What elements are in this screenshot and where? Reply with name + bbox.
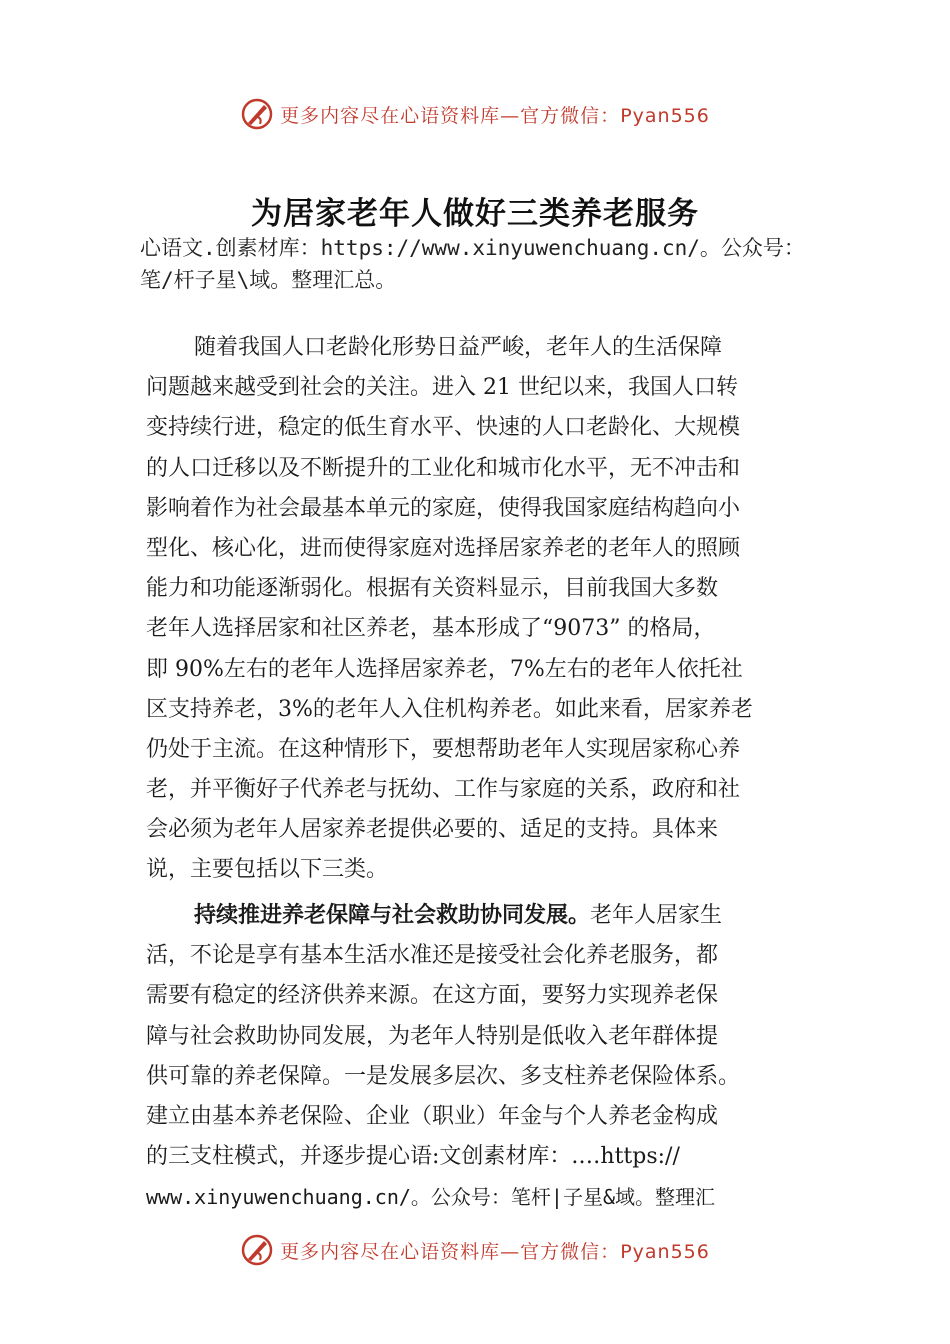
text-line: 即 90%左右的老年人选择居家养老，7%左右的老年人依托社 (146, 656, 743, 682)
text-line: 影响着作为社会最基本单元的家庭，使得我国家庭结构趋向小 (146, 495, 741, 521)
text-line: 活，不论是享有基本生活水准还是接受社会化养老服务，都 (146, 943, 719, 969)
text-line: 问题越来越受到社会的关注。进入 21 世纪以来，我国人口转 (146, 375, 738, 401)
text-line: 能力和功能逐渐弱化。根据有关资料显示，目前我国大多数 (146, 576, 719, 602)
source-line-2: 笔/杆子星\域。整理汇总。 (140, 268, 397, 292)
text-line: 老，并平衡好子代养老与抚幼、工作与家庭的关系，政府和社 (146, 777, 741, 803)
text-line: 区支持养老，3%的老年人入住机构养老。如此来看，居家养老 (146, 696, 753, 722)
text-line: 仍处于主流。在这种情形下，要想帮助老年人实现居家称心养 (146, 736, 741, 762)
page-title: 为居家老年人做好三类养老服务 (251, 196, 699, 232)
banner-text: 更多内容尽在心语资料库—官方微信：Pyan556 (280, 104, 710, 127)
header-banner (0, 92, 950, 136)
intro-paragraph (146, 328, 832, 891)
text-line: 会必须为老年人居家养老提供必要的、适足的支持。具体来 (146, 817, 719, 843)
source-note (140, 232, 860, 296)
quill-seal-icon (240, 97, 274, 131)
footer-banner (0, 1228, 950, 1272)
text-line: 的三支柱模式，并逐步提心语:文创素材库：.…https:// (146, 1144, 680, 1170)
banner-text: 更多内容尽在心语资料库—官方微信：Pyan556 (280, 1240, 710, 1263)
text-line: 建立由基本养老保险、企业（职业）年金与个人养老金构成 (146, 1103, 719, 1129)
text-line: 随着我国人口老龄化形势日益严峻，老年人的生活保障 (194, 335, 723, 360)
section-paragraph (146, 896, 832, 1218)
text-line: 的人口迁移以及不断提升的工业化和城市化水平，无不冲击和 (146, 455, 741, 481)
text-line: 变持续行进，稳定的低生育水平、快速的人口老龄化、大规模 (146, 415, 741, 441)
source-line-1: 心语文.创素材库：https://www.xinyuwenchuang.cn/。公众号： (140, 236, 805, 260)
section-lead-heading: 持续推进养老保障与社会救助协同发展。 (194, 903, 591, 928)
text-line: www.xinyuwenchuang.cn/。公众号：笔杆|子星&域。整理汇 (146, 1185, 715, 1210)
text-line: 供可靠的养老保障。一是发展多层次、多支柱养老保险体系。 (146, 1063, 741, 1089)
text-line: 型化、核心化，进而使得家庭对选择居家养老的老年人的照顾 (146, 535, 741, 561)
quill-seal-icon (240, 1233, 274, 1267)
text-line: 说，主要包括以下三类。 (146, 857, 389, 883)
text-line: 老年人选择居家和社区养老，基本形成了“9073” 的格局， (146, 616, 716, 642)
text-line: 需要有稳定的经济供养来源。在这方面，要努力实现养老保 (146, 983, 719, 1009)
text-line: 障与社会救助协同发展，为老年人特别是低收入老年群体提 (146, 1023, 719, 1049)
text-line: 持续推进养老保障与社会救助协同发展。老年人居家生 (194, 903, 723, 928)
